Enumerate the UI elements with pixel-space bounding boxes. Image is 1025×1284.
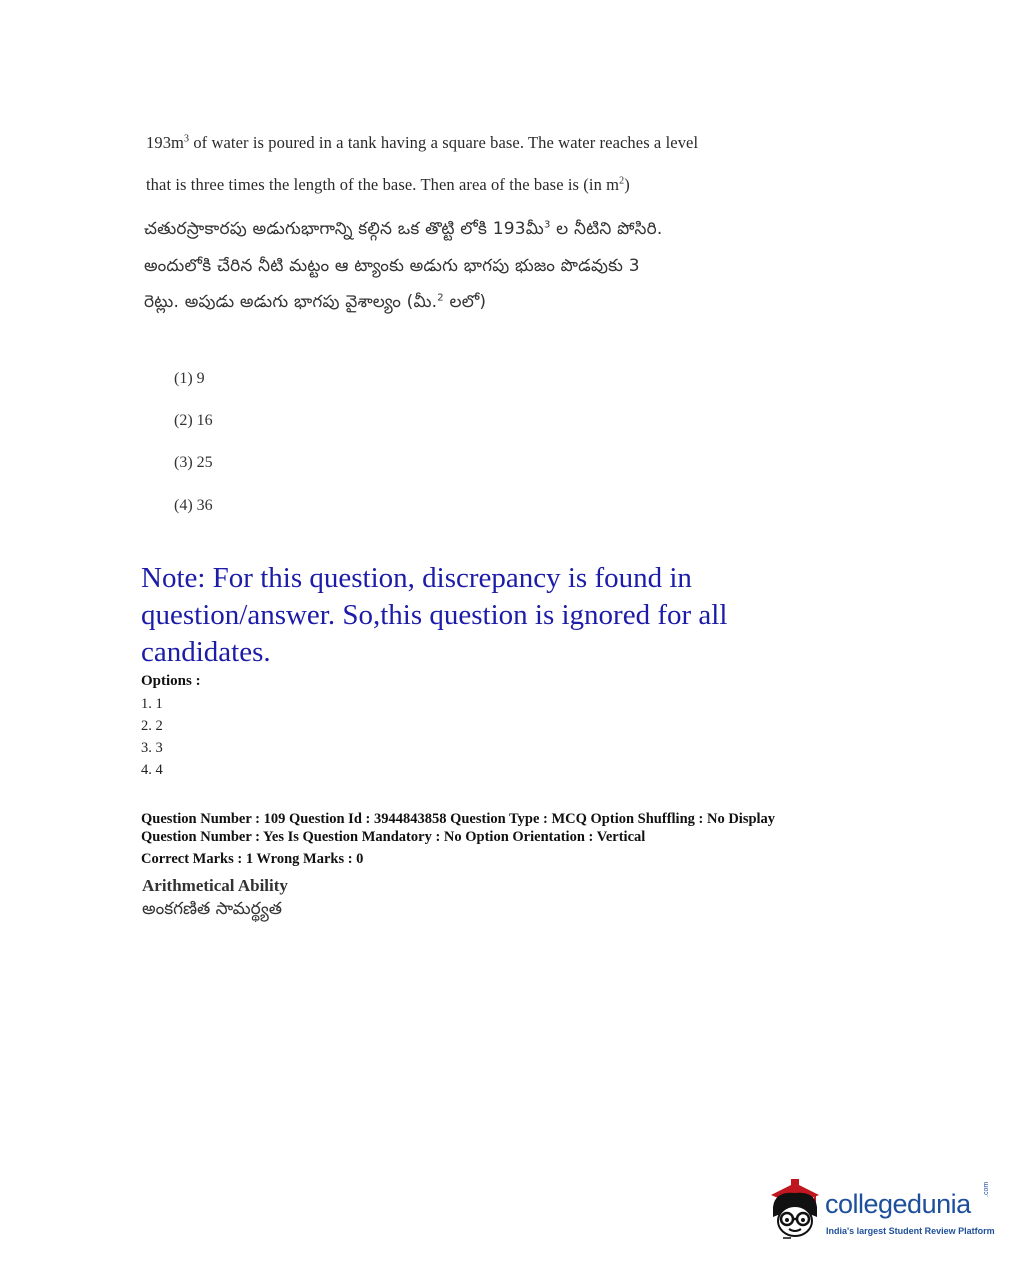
discrepancy-note: Note: For this question, discrepancy is found in question/answer. So,this question is ignored for all candidates. (141, 562, 728, 668)
section-title-english: Arithmetical Ability (142, 876, 288, 895)
collegedunia-logo (765, 1175, 995, 1245)
question-option-4: (4) 36 (174, 497, 213, 514)
logo-tagline: India's largest Student Review Platform (826, 1226, 995, 1236)
options-item-4: 4. 4 (141, 762, 163, 778)
question-english-line-2: that is three times the length of the base. Then area of the base is (in $m^2$) (146, 175, 630, 194)
question-option-1: (1) 9 (174, 370, 205, 387)
logo-suffix: .com (983, 1181, 990, 1197)
question-option-2: (2) 16 (174, 412, 213, 429)
options-item-2: 2. 2 (141, 718, 163, 734)
question-meta-line-3: Correct Marks : 1 Wrong Marks : 0 (141, 851, 364, 867)
section-title-telugu: అంకగణిత సామర్థ్యత (142, 899, 282, 919)
question-english-line-1: $193m^3$ of water is poured in a tank having a square base. The water reaches a level (146, 133, 699, 152)
question-meta-line-2: Question Number : Yes Is Question Mandatory : No Option Orientation : Vertical (141, 829, 646, 845)
question-telugu-line-3: రెట్లు. అపుడు అడుగు భాగపు వైశాల్యం (మీ.$^2$ లలో) (144, 292, 487, 312)
question-telugu-line-1: చతురస్రాకారపు అడుగుభాగాన్ని కల్గిన ఒక తొట్టి లోకి 193మీ$^3$ ల నీటిని పోసిరి. (144, 219, 663, 239)
graduate-mascot-icon (765, 1177, 825, 1239)
options-heading: Options : (141, 673, 201, 689)
options-item-3: 3. 3 (141, 740, 163, 756)
options-item-1: 1. 1 (141, 696, 163, 712)
question-meta-line-1: Question Number : 109 Question Id : 3944843858 Question Type : MCQ Option Shuffling : No Display (141, 811, 776, 827)
question-option-3: (3) 25 (174, 454, 213, 471)
question-telugu-line-2: అందులోకి చేరిన నీటి మట్టం ఆ ట్యాంకు అడుగు భాగపు భుజం పొడవుకు 3 (144, 256, 640, 276)
logo-wordmark: collegedunia (825, 1189, 971, 1219)
